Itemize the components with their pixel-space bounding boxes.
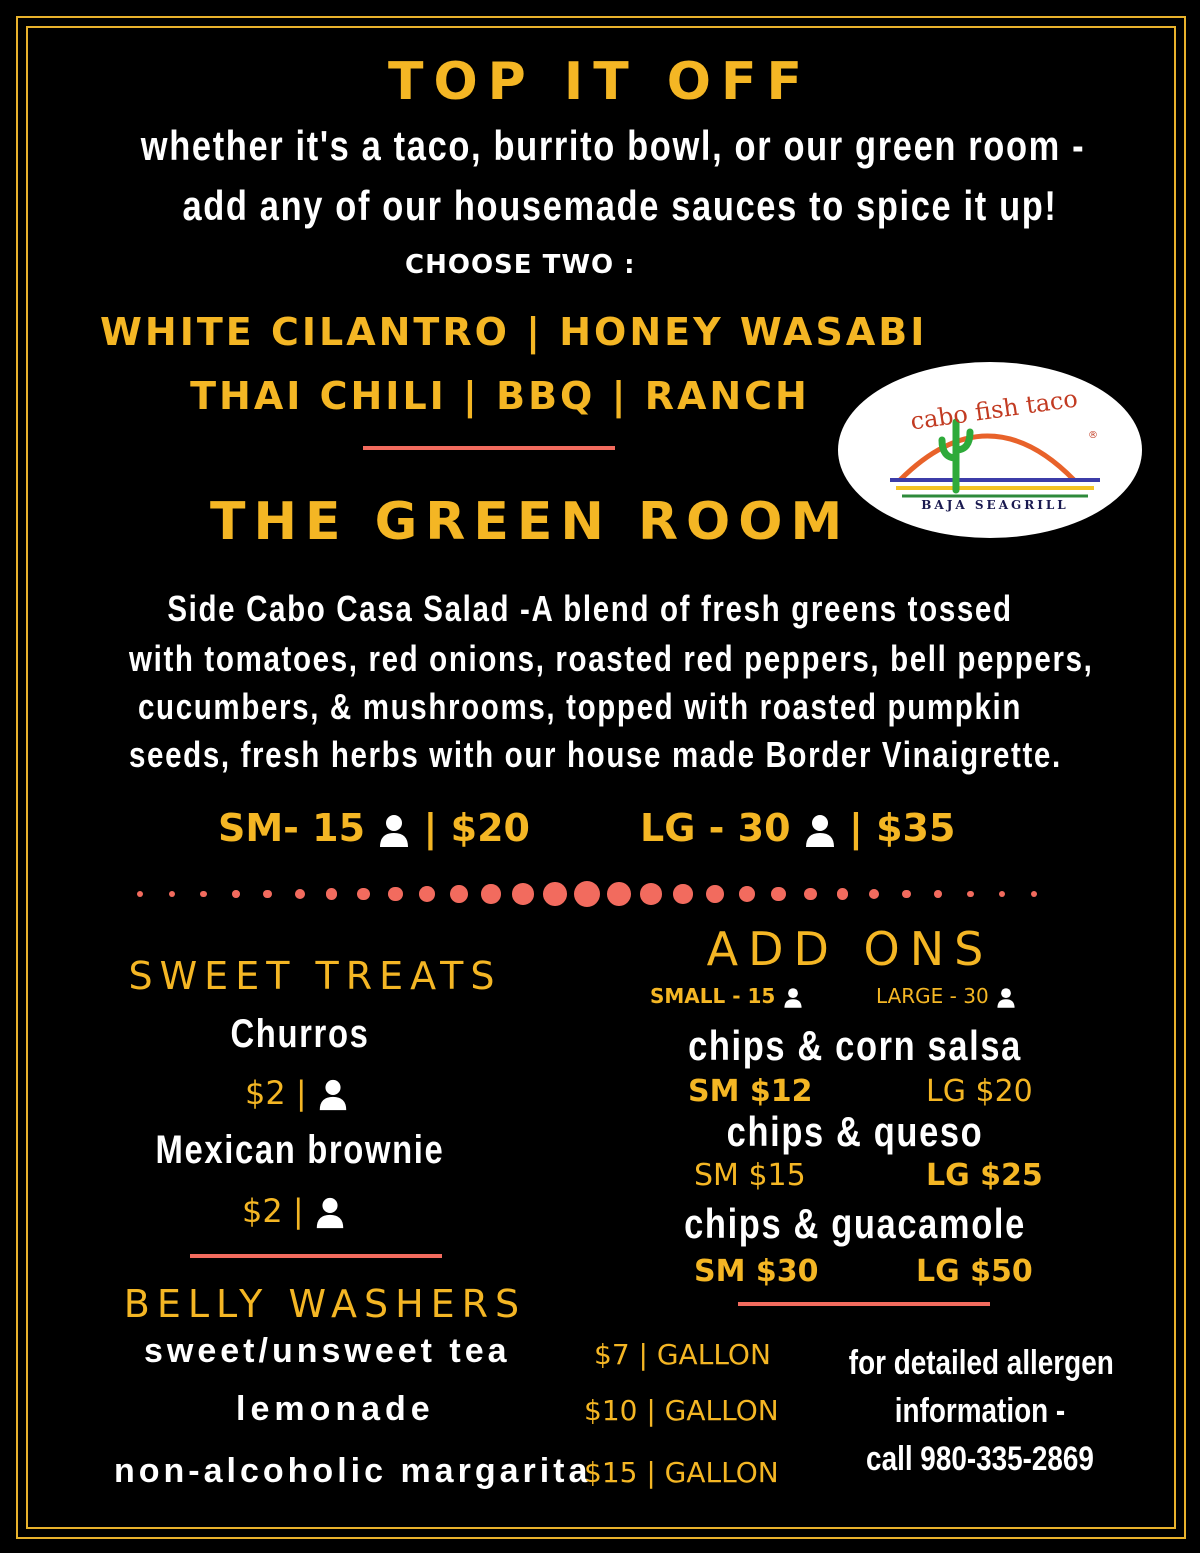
small-size-label: SM- 15 xyxy=(218,806,366,850)
drink-non-alcoholic-margarita: non-alcoholic margarita xyxy=(114,1452,592,1490)
divider-dot xyxy=(512,883,534,905)
divider-dot xyxy=(481,884,501,904)
lemonade-price: $10 | GALLON xyxy=(584,1394,779,1427)
brownie-price-text: $2 | xyxy=(242,1192,304,1230)
brownie-price xyxy=(242,1192,346,1230)
sweet-item-mexican-brownie: Mexican brownie xyxy=(155,1128,445,1172)
chips-queso-lg: LG $25 xyxy=(926,1158,1043,1193)
add-ons-small-label xyxy=(650,984,804,1009)
divider-dot xyxy=(137,891,143,897)
green-room-desc-3: cucumbers, & mushrooms, topped with roasted pumpkin xyxy=(137,686,1023,727)
add-on-chips-corn-salsa: chips & corn salsa xyxy=(688,1022,1022,1069)
person-icon xyxy=(314,1196,346,1230)
allergen-phone: call 980-335-2869 xyxy=(866,1440,1094,1478)
divider-dot xyxy=(837,888,848,899)
green-room-large-price xyxy=(640,806,955,850)
person-icon xyxy=(378,813,410,849)
person-icon xyxy=(804,813,836,849)
green-room-desc-2: with tomatoes, red onions, roasted red peppers, bell peppers, xyxy=(129,638,1094,679)
divider-dot xyxy=(673,884,693,904)
add-ons-large-text: LARGE - 30 xyxy=(876,984,989,1008)
chips-guacamole-sm: SM $30 xyxy=(694,1254,819,1289)
divider-dot xyxy=(1031,891,1037,897)
margarita-price: $15 | GALLON xyxy=(584,1456,779,1489)
cabo-fish-taco-logo xyxy=(838,362,1142,538)
divider-dot xyxy=(326,888,337,899)
large-price: | $35 xyxy=(848,806,956,850)
divider-dot xyxy=(357,888,370,901)
chips-corn-salsa-lg: LG $20 xyxy=(926,1074,1033,1109)
divider-rule xyxy=(363,446,615,450)
drink-lemonade: lemonade xyxy=(236,1390,435,1428)
allergen-line-1: for detailed allergen xyxy=(848,1344,1114,1382)
person-icon xyxy=(995,987,1017,1009)
divider-dot xyxy=(450,885,468,903)
divider-dot xyxy=(902,890,911,899)
divider-dot xyxy=(543,882,567,906)
chips-corn-salsa-sm: SM $12 xyxy=(688,1074,813,1109)
add-on-chips-queso: chips & queso xyxy=(726,1108,984,1155)
divider-dot xyxy=(232,890,240,898)
divider-dot xyxy=(967,891,974,898)
drink-sweet-unsweet-tea: sweet/unsweet tea xyxy=(144,1332,511,1370)
divider-dot xyxy=(574,881,600,907)
add-ons-small-text: SMALL - 15 xyxy=(650,984,776,1008)
add-ons-large-label xyxy=(876,984,1017,1009)
choose-two-label: CHOOSE TWO : xyxy=(405,250,636,280)
logo-registered: ® xyxy=(1088,430,1098,441)
divider-dot xyxy=(739,886,755,902)
green-room-desc-4: seeds, fresh herbs with our house made Border Vinaigrette. xyxy=(129,734,1062,775)
person-icon xyxy=(782,987,804,1009)
divider-dot xyxy=(706,885,724,903)
logo-brand: cabo fish taco xyxy=(908,384,1080,436)
allergen-line-2: information - xyxy=(894,1392,1066,1430)
divider-dot xyxy=(934,890,942,898)
add-ons-title: ADD ONS xyxy=(706,922,994,976)
logo-tagline: BAJA SEAGRILL xyxy=(921,498,1069,512)
divider-dot xyxy=(388,887,402,901)
person-icon xyxy=(317,1078,349,1112)
top-it-off-line2: add any of our housemade sauces to spice it up! xyxy=(182,182,1058,229)
sauces-line-1: WHITE CILANTRO | HONEY WASABI xyxy=(100,310,928,354)
add-on-chips-guacamole: chips & guacamole xyxy=(684,1200,1026,1247)
chips-queso-sm: SM $15 xyxy=(694,1158,806,1193)
tea-price: $7 | GALLON xyxy=(594,1338,771,1371)
divider-rule xyxy=(738,1302,990,1306)
belly-washers-title: BELLY WASHERS xyxy=(123,1282,527,1326)
green-room-small-price xyxy=(218,806,530,850)
divider-dot xyxy=(640,883,662,905)
large-size-label: LG - 30 xyxy=(640,806,791,850)
sauces-line-2: THAI CHILI | BBQ | RANCH xyxy=(190,374,810,418)
top-it-off-title: TOP IT OFF xyxy=(387,52,813,112)
top-it-off-line1: whether it's a taco, burrito bowl, or our green room - xyxy=(140,122,1086,169)
sweet-treats-title: SWEET TREATS xyxy=(128,954,502,998)
small-price: | $20 xyxy=(423,806,530,850)
divider-dot xyxy=(771,887,785,901)
divider-dot xyxy=(804,888,817,901)
churros-price-text: $2 | xyxy=(245,1074,307,1112)
divider-rule xyxy=(190,1254,442,1258)
green-room-desc-1: Side Cabo Casa Salad -A blend of fresh greens tossed xyxy=(167,588,1013,629)
chips-guacamole-lg: LG $50 xyxy=(916,1254,1033,1289)
sweet-item-churros: Churros xyxy=(230,1012,370,1056)
divider-dot xyxy=(295,889,305,899)
green-room-title: THE GREEN ROOM xyxy=(210,492,851,552)
divider-dot xyxy=(607,882,631,906)
churros-price xyxy=(245,1074,349,1112)
